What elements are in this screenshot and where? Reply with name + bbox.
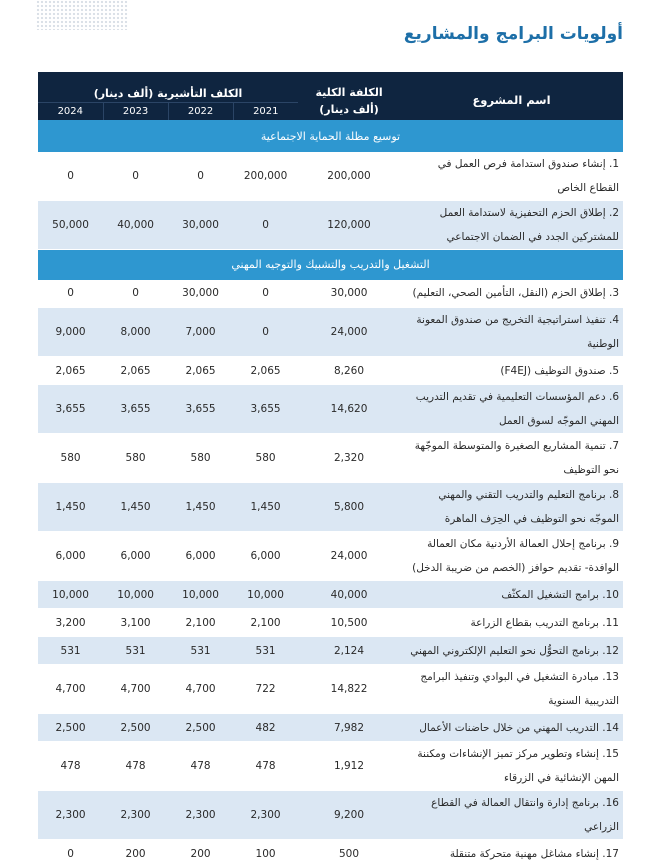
total-cost-cell: 7,982 bbox=[298, 714, 400, 742]
year-cost-cell: 2,100 bbox=[233, 609, 298, 637]
total-cost-cell: 500 bbox=[298, 840, 400, 868]
year-cost-cell: 2,065 bbox=[168, 357, 233, 385]
table-row bbox=[38, 532, 623, 581]
year-cost-cell: 722 bbox=[233, 665, 298, 714]
year-cost-cell: 2,500 bbox=[38, 714, 103, 742]
year-cost-cell: 2,300 bbox=[103, 791, 168, 840]
year-cost-cell: 4,700 bbox=[168, 665, 233, 714]
project-name-cell: 4. تنفيذ استراتيجية التخريج من صندوق المعونة الوطنية bbox=[400, 308, 623, 357]
year-cost-cell: 10,000 bbox=[233, 581, 298, 609]
project-name-cell: 11. برنامج التدريب بقطاع الزراعة bbox=[400, 609, 623, 637]
year-cost-cell: 30,000 bbox=[168, 280, 233, 308]
year-cost-cell: 531 bbox=[233, 637, 298, 665]
year-cost-cell: 2,100 bbox=[168, 609, 233, 637]
year-cost-cell: 1,450 bbox=[233, 483, 298, 532]
header-year: 2023 bbox=[103, 102, 168, 120]
year-cost-cell: 2,300 bbox=[168, 791, 233, 840]
year-cost-cell: 50,000 bbox=[38, 201, 103, 250]
header-year: 2024 bbox=[38, 102, 103, 120]
project-name-cell: 16. برنامج إدارة وانتقال العمالة في القطاع الزراعي bbox=[400, 791, 623, 840]
year-cost-cell: 6,000 bbox=[103, 532, 168, 581]
year-cost-cell: 4,700 bbox=[103, 665, 168, 714]
year-cost-cell: 0 bbox=[38, 280, 103, 308]
year-cost-cell: 0 bbox=[38, 840, 103, 868]
table-row bbox=[38, 152, 623, 201]
page-title: أولويات البرامج والمشاريع bbox=[403, 24, 623, 44]
year-cost-cell: 531 bbox=[103, 637, 168, 665]
total-cost-cell: 9,200 bbox=[298, 791, 400, 840]
year-cost-cell: 478 bbox=[168, 742, 233, 791]
year-cost-cell: 10,000 bbox=[38, 581, 103, 609]
table-row bbox=[38, 280, 623, 308]
year-cost-cell: 200 bbox=[168, 840, 233, 868]
year-cost-cell: 200,000 bbox=[233, 152, 298, 201]
project-name-cell: 8. برنامج التعليم والتدريب التقني والمهني الموجّه نحو التوظيف في الحِرَف الماهرة bbox=[400, 483, 623, 532]
year-cost-cell: 100 bbox=[233, 840, 298, 868]
project-name-cell: 13. مبادرة التشغيل في البوادي وتنفيذ البرامج التدريبية السنوية bbox=[400, 665, 623, 714]
project-name-cell: 9. برنامج إحلال العمالة الأردنية مكان العمالة الوافدة- تقديم حوافز (الخصم من ضريبة الدخل) bbox=[400, 532, 623, 581]
year-cost-cell: 10,000 bbox=[168, 581, 233, 609]
table-row bbox=[38, 665, 623, 714]
year-cost-cell: 0 bbox=[103, 152, 168, 201]
year-cost-cell: 531 bbox=[38, 637, 103, 665]
section-header bbox=[38, 250, 623, 280]
year-cost-cell: 1,450 bbox=[103, 483, 168, 532]
year-cost-cell: 0 bbox=[38, 152, 103, 201]
table-row bbox=[38, 434, 623, 483]
year-cost-cell: 2,500 bbox=[168, 714, 233, 742]
project-name-cell: 17. إنشاء مشاغل مهنية متحركة متنقلة bbox=[400, 840, 623, 868]
section-title: التشغيل والتدريب والتشبيك والتوجيه المهني bbox=[38, 250, 623, 280]
year-cost-cell: 2,065 bbox=[233, 357, 298, 385]
total-cost-cell: 2,124 bbox=[298, 637, 400, 665]
table-row bbox=[38, 637, 623, 665]
total-cost-cell: 1,912 bbox=[298, 742, 400, 791]
year-cost-cell: 8,000 bbox=[103, 308, 168, 357]
year-cost-cell: 2,065 bbox=[38, 357, 103, 385]
year-cost-cell: 200 bbox=[103, 840, 168, 868]
year-cost-cell: 4,700 bbox=[38, 665, 103, 714]
project-name-cell: 14. التدريب المهني من خلال حاضنات الأعمال bbox=[400, 714, 623, 742]
total-cost-cell: 24,000 bbox=[298, 308, 400, 357]
year-cost-cell: 3,200 bbox=[38, 609, 103, 637]
year-cost-cell: 3,655 bbox=[168, 385, 233, 434]
table-row bbox=[38, 742, 623, 791]
total-cost-cell: 30,000 bbox=[298, 280, 400, 308]
year-cost-cell: 0 bbox=[233, 201, 298, 250]
project-name-cell: 7. تنمية المشاريع الصغيرة والمتوسطة الموجّهة نحو التوظيف bbox=[400, 434, 623, 483]
year-cost-cell: 6,000 bbox=[38, 532, 103, 581]
year-cost-cell: 0 bbox=[233, 308, 298, 357]
total-cost-cell: 5,800 bbox=[298, 483, 400, 532]
year-cost-cell: 2,500 bbox=[103, 714, 168, 742]
year-cost-cell: 9,000 bbox=[38, 308, 103, 357]
year-cost-cell: 3,655 bbox=[38, 385, 103, 434]
year-cost-cell: 3,655 bbox=[233, 385, 298, 434]
header-project-name: اسم المشروع bbox=[400, 72, 623, 120]
header-year: 2021 bbox=[233, 102, 298, 120]
header-total-line1: الكلفة الكلية bbox=[315, 86, 383, 99]
year-cost-cell: 30,000 bbox=[168, 201, 233, 250]
project-name-cell: 6. دعم المؤسسات التعليمية في تقديم التدريب المهني الموجّه لسوق العمل bbox=[400, 385, 623, 434]
decorative-dot-pattern bbox=[36, 0, 128, 30]
total-cost-cell: 14,620 bbox=[298, 385, 400, 434]
total-cost-cell: 120,000 bbox=[298, 201, 400, 250]
project-name-cell: 2. إطلاق الحزم التحفيزية لاستدامة العمل للمشتركين الجدد في الضمان الاجتماعي bbox=[400, 201, 623, 250]
table-row bbox=[38, 357, 623, 385]
project-name-cell: 5. صندوق التوظيف (F4EJ) bbox=[400, 357, 623, 385]
total-cost-cell: 40,000 bbox=[298, 581, 400, 609]
total-cost-cell: 2,320 bbox=[298, 434, 400, 483]
year-cost-cell: 1,450 bbox=[38, 483, 103, 532]
project-name-cell: 10. برامج التشغيل المكثّف bbox=[400, 581, 623, 609]
project-name-cell: 1. إنشاء صندوق استدامة فرص العمل في القطاع الخاص bbox=[400, 152, 623, 201]
year-cost-cell: 10,000 bbox=[103, 581, 168, 609]
table-row bbox=[38, 609, 623, 637]
year-cost-cell: 6,000 bbox=[168, 532, 233, 581]
year-cost-cell: 482 bbox=[233, 714, 298, 742]
table-row bbox=[38, 791, 623, 840]
header-year: 2022 bbox=[168, 102, 233, 120]
year-cost-cell: 7,000 bbox=[168, 308, 233, 357]
year-cost-cell: 580 bbox=[103, 434, 168, 483]
year-cost-cell: 0 bbox=[168, 152, 233, 201]
total-cost-cell: 14,822 bbox=[298, 665, 400, 714]
year-cost-cell: 531 bbox=[168, 637, 233, 665]
header-indicative-costs: الكلف التأشيرية (ألف دينار) bbox=[38, 72, 298, 102]
table-row bbox=[38, 385, 623, 434]
section-title: توسيع مظلة الحماية الاجتماعية bbox=[38, 120, 623, 152]
year-cost-cell: 478 bbox=[233, 742, 298, 791]
year-cost-cell: 3,655 bbox=[103, 385, 168, 434]
total-cost-cell: 200,000 bbox=[298, 152, 400, 201]
project-name-cell: 15. إنشاء وتطوير مركز تميز الإنشاءات ومكننة المهن الإنشائية في الزرقاء bbox=[400, 742, 623, 791]
year-cost-cell: 478 bbox=[38, 742, 103, 791]
year-cost-cell: 478 bbox=[103, 742, 168, 791]
year-cost-cell: 2,065 bbox=[103, 357, 168, 385]
total-cost-cell: 10,500 bbox=[298, 609, 400, 637]
year-cost-cell: 2,300 bbox=[233, 791, 298, 840]
table-row bbox=[38, 308, 623, 357]
project-name-cell: 12. برنامج التحوُّل نحو التعليم الإلكتروني المهني bbox=[400, 637, 623, 665]
total-cost-cell: 8,260 bbox=[298, 357, 400, 385]
year-cost-cell: 580 bbox=[233, 434, 298, 483]
header-total-cost bbox=[298, 72, 400, 120]
section-header bbox=[38, 120, 623, 152]
table-row bbox=[38, 201, 623, 250]
year-cost-cell: 2,300 bbox=[38, 791, 103, 840]
year-cost-cell: 0 bbox=[233, 280, 298, 308]
table-header bbox=[38, 72, 623, 120]
year-cost-cell: 1,450 bbox=[168, 483, 233, 532]
header-total-line2: (ألف دينار) bbox=[319, 103, 379, 116]
table-row bbox=[38, 714, 623, 742]
year-cost-cell: 580 bbox=[38, 434, 103, 483]
projects-table bbox=[38, 72, 623, 868]
year-cost-cell: 0 bbox=[103, 280, 168, 308]
year-cost-cell: 6,000 bbox=[233, 532, 298, 581]
year-cost-cell: 40,000 bbox=[103, 201, 168, 250]
year-cost-cell: 580 bbox=[168, 434, 233, 483]
table-row bbox=[38, 581, 623, 609]
table-body bbox=[38, 120, 623, 868]
total-cost-cell: 24,000 bbox=[298, 532, 400, 581]
table-row bbox=[38, 483, 623, 532]
table-row bbox=[38, 840, 623, 868]
year-cost-cell: 3,100 bbox=[103, 609, 168, 637]
project-name-cell: 3. إطلاق الحزم (النقل، التأمين الصحي، التعليم) bbox=[400, 280, 623, 308]
